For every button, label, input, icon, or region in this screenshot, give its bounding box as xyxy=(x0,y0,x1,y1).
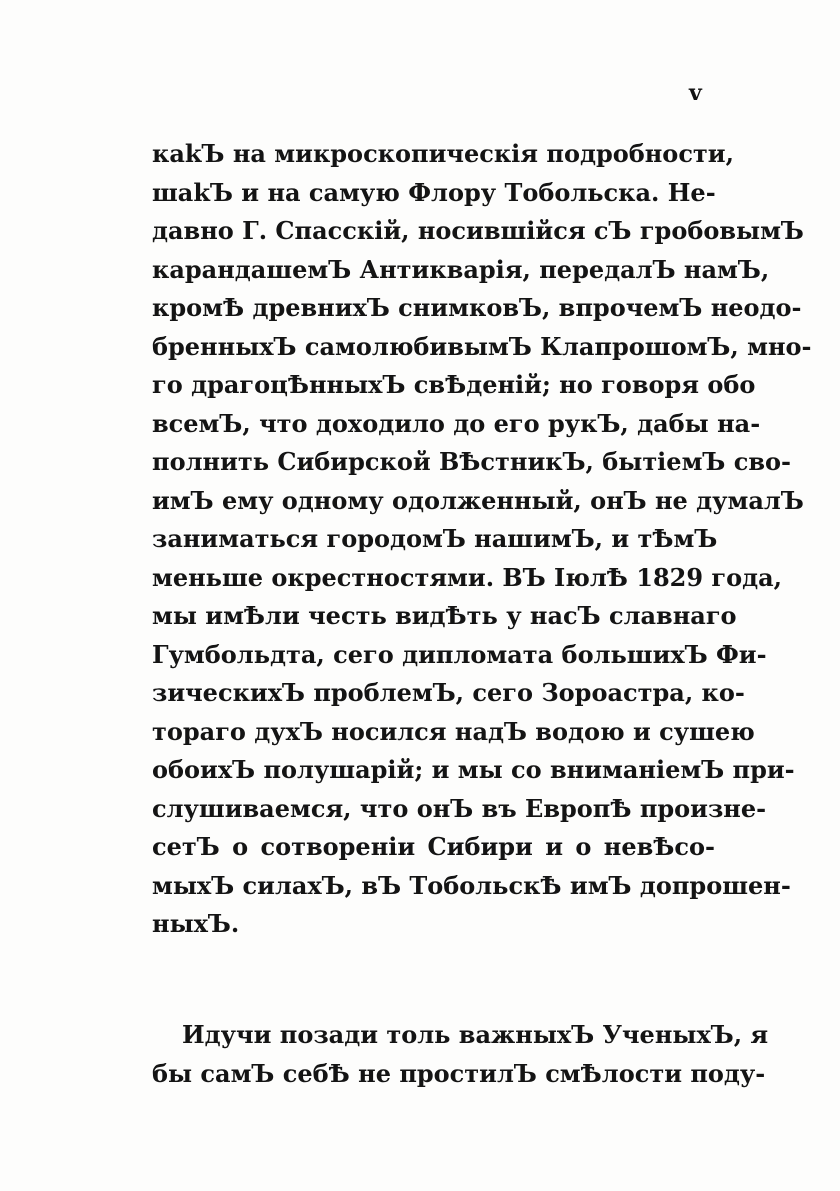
text-line: всемЪ, что доходило до его рукЪ, дабы на- xyxy=(152,408,761,438)
text-line: обоихЪ полушарій; и мы со вниманіемЪ при- xyxy=(152,755,795,784)
text-line: давно Г. Спасскій, носившійся сЪ гробовымЪ xyxy=(152,216,804,245)
paragraph-1 xyxy=(152,135,812,944)
paragraph-2 xyxy=(152,1016,769,1093)
text-line: карандашемЪ Антикварія, передалЪ намЪ, xyxy=(152,254,770,284)
text-line: слушиваемся, что онЪ въ ЕвропѢ произне- xyxy=(152,793,767,823)
text-line: зическихЪ проблемЪ, сего Зороастра, ко- xyxy=(152,678,745,707)
text-line: мыхЪ силахЪ, вЪ ТобольскѢ имЪ допрошен- xyxy=(152,870,791,900)
text-line: сетЪ о сотвореніи Сибири и о невѢсо- xyxy=(152,832,715,861)
text-line: тораго духЪ носился надЪ водою и сушею xyxy=(152,716,755,746)
text-line: ныхЪ. xyxy=(152,909,240,938)
text-line: заниматься городомЪ нашимЪ, и тѢмЪ xyxy=(152,524,718,553)
text-line: имЪ ему одному одолженный, онЪ не думалЪ xyxy=(152,485,804,515)
text-line: шаkЪ и на самую Флору Тобольска. Не- xyxy=(152,177,716,207)
text-line: полнить Сибирской ВѢстникЪ, бытіемЪ сво- xyxy=(152,447,791,476)
text-line: каkЪ на микроскопическія подробности, xyxy=(152,139,734,168)
page-number: v xyxy=(689,80,702,106)
text-line: кромѢ древнихЪ снимковЪ, впрочемЪ неодо- xyxy=(152,293,802,322)
text-line: бренныхЪ самолюбивымЪ КлапрошомЪ, мно- xyxy=(152,331,812,361)
text-line: меньше окрестностями. ВЪ ІюлѢ 1829 года, xyxy=(152,562,783,592)
text-line: Идучи позади толь важныхЪ УченыхЪ, я xyxy=(182,1020,769,1049)
text-line: бы самЪ себѢ не простилЪ смѢлости поду- xyxy=(152,1058,766,1088)
text-line: Гумбольдта, сего дипломата большихЪ Фи- xyxy=(152,639,767,669)
text-line: мы имѢли честь видѢть у насЪ славнаго xyxy=(152,601,737,630)
text-line: го драгоцѢнныхЪ свѢденій; но говоря обо xyxy=(152,370,756,399)
